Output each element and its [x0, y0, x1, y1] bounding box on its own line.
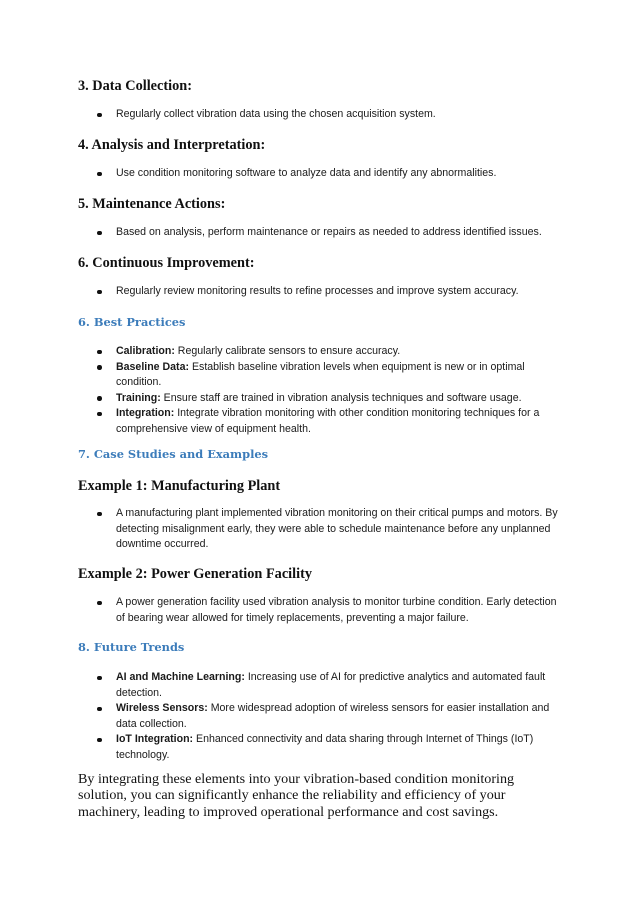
list-item: Use condition monitoring software to analyze data and identify any abnormalities. [0, 166, 562, 182]
item-label: IoT Integration: [116, 733, 194, 745]
bullet-list-data-collection [0, 107, 562, 123]
bullet-list-best-practices [0, 344, 562, 437]
list-item: Based on analysis, perform maintenance or repairs as needed to address identified issues. [0, 225, 562, 241]
list-item [0, 391, 562, 407]
item-label: Training: [116, 391, 161, 404]
list-item [0, 670, 562, 701]
item-label: Integration: [116, 407, 175, 419]
list-item: Regularly collect vibration data using the chosen acquisition system. [0, 107, 562, 123]
example-title-manufacturing: Example 1: Manufacturing Plant [78, 478, 281, 494]
section-heading-best-practices: 6. Best Practices [78, 315, 186, 329]
example-title-power-generation: Example 2: Power Generation Facility [78, 566, 312, 582]
section-heading-continuous-improvement: 6. Continuous Improvement: [78, 255, 255, 271]
item-text: More widespread adoption of wireless sensors for easier installation and data collection. [116, 702, 550, 730]
item-text: Ensure staff are trained in vibration analysis techniques and software usage. [160, 391, 522, 404]
item-text: Enhanced connectivity and data sharing through Internet of Things (IoT) technology. [116, 733, 534, 761]
list-item [0, 360, 562, 391]
bullet-list-continuous-improvement [0, 284, 562, 300]
item-label: Baseline Data: [116, 360, 190, 373]
bullet-list-example-2 [0, 595, 562, 626]
item-text: Regularly calibrate sensors to ensure accuracy. [174, 345, 401, 357]
bullet-list-future-trends [0, 670, 562, 763]
item-label: AI and Machine Learning: [116, 671, 245, 683]
list-item [0, 406, 562, 437]
item-label: Calibration: [116, 345, 175, 357]
section-heading-maintenance: 5. Maintenance Actions: [78, 196, 226, 212]
section-heading-case-studies: 7. Case Studies and Examples [78, 447, 269, 461]
bullet-list-maintenance [0, 225, 562, 241]
bullet-list-analysis [0, 166, 562, 182]
list-item [0, 701, 562, 732]
item-label: Wireless Sensors: [116, 702, 208, 714]
conclusion-paragraph: By integrating these elements into your vibration-based condition monitoring solution, you can significantly enhance the reliability and efficiency of your machinery, leading to improved operational performance and cost savings. [78, 771, 515, 820]
item-text: Establish baseline vibration levels when equipment is new or in optimal condition. [116, 360, 525, 388]
list-item: A power generation facility used vibration analysis to monitor turbine condition. Early detection of bearing wear allowed for timely replacements, preventing a major failure. [0, 595, 562, 626]
item-text: Integrate vibration monitoring with other condition monitoring techniques for a comprehensive view of equipment health. [116, 407, 540, 435]
item-text: Increasing use of AI for predictive analytics and automated fault detection. [116, 671, 546, 699]
section-heading-analysis: 4. Analysis and Interpretation: [78, 137, 266, 153]
list-item: A manufacturing plant implemented vibration monitoring on their critical pumps and motors. By detecting misalignment early, they were able to schedule maintenance before any unplanned downtime occurred. [0, 506, 562, 553]
list-item: Regularly review monitoring results to refine processes and improve system accuracy. [0, 284, 562, 300]
bullet-list-example-1 [0, 506, 562, 553]
section-heading-future-trends: 8. Future Trends [78, 640, 185, 654]
section-heading-data-collection: 3. Data Collection: [78, 78, 192, 94]
list-item [0, 344, 562, 360]
list-item [0, 732, 562, 763]
